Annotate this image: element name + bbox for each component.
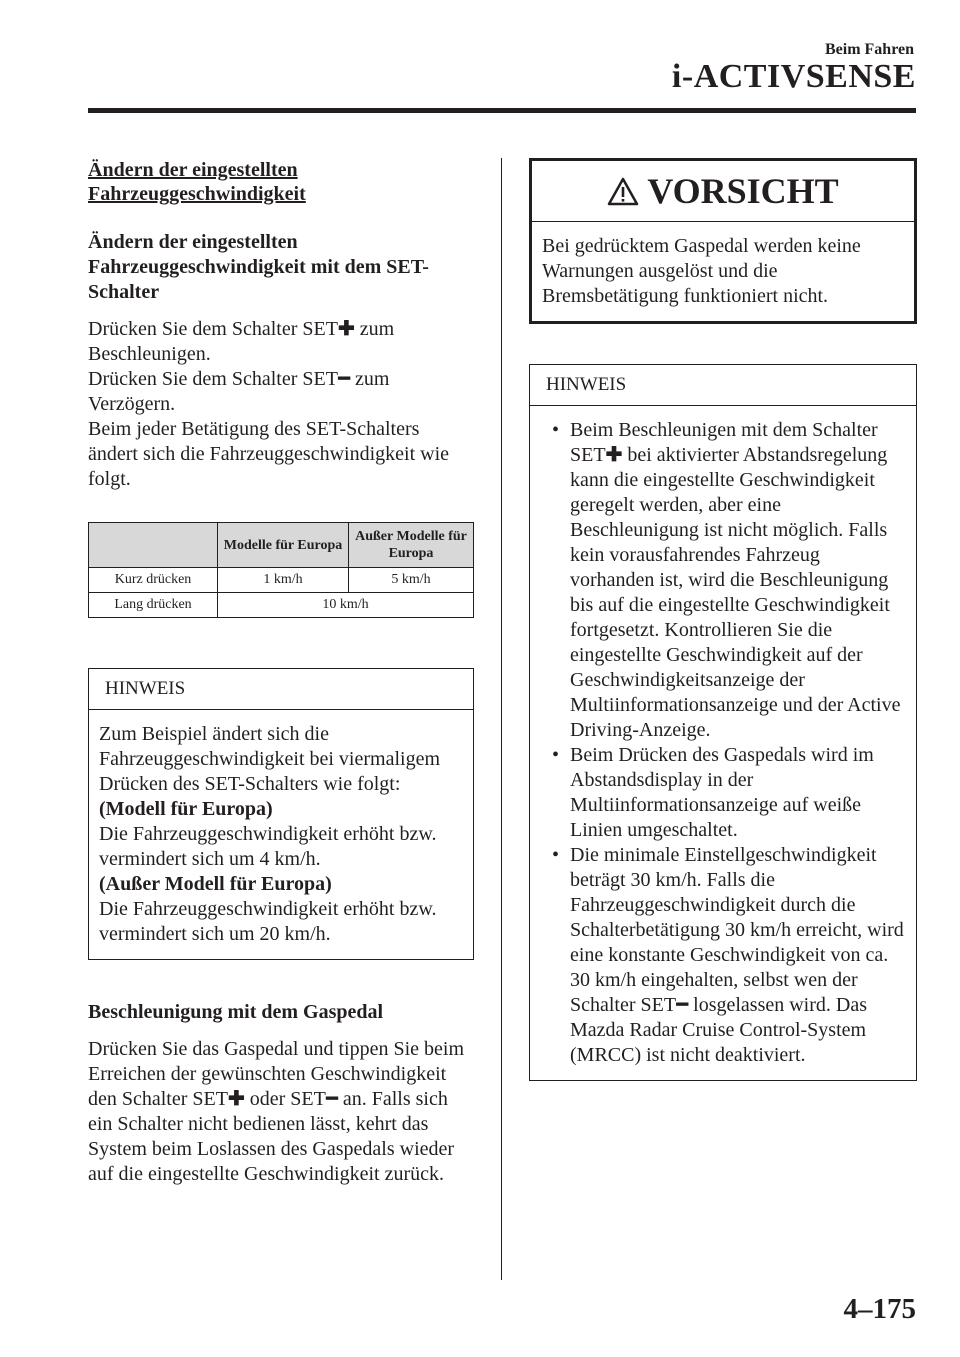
page-number: 4–175 [843, 1293, 916, 1325]
list-item: • Beim Drücken des Gaspedals wird im Abstandsdisplay in der Multiinformationsanzeige auf weiße Linien umgeschaltet. [552, 744, 874, 841]
left-column [88, 158, 474, 1187]
caution-box [529, 158, 917, 324]
chapter-label: Beim Fahren [824, 41, 914, 58]
instruction-each-press: Beim jeder Betätigung des SET-Schalters ändert sich die Fahrzeuggeschwindigkeit wie folgt. [88, 418, 449, 490]
caution-text: Bei gedrücktem Gaspedal werden keine Warnungen ausgelöst und die Bremsbetätigung funktioniert nicht. [542, 235, 861, 307]
note-body [530, 406, 916, 1080]
table-row: Kurz drücken 1 km/h 5 km/h [89, 568, 474, 593]
plus-icon: ✚ [605, 444, 623, 466]
subsection-title: Ändern der eingestellten Fahrzeuggeschwindigkeit mit dem SET-Schalter [88, 231, 429, 303]
note-heading: HINWEIS [530, 365, 916, 406]
bullet-icon: • [552, 844, 560, 866]
instruction-accelerate: Drücken Sie dem Schalter SET✚ zum Beschleunigen. [88, 318, 395, 365]
list-item: • Die minimale Einstellgeschwindigkeit beträgt 30 km/h. Falls die Fahrzeuggeschwindigkeit durch die Schalterbetätigung 30 km/h erreicht, wird eine konstante Geschwindigkeit von ca. 30 km/h eingehalten, selbst wen der Schalter SET━ losgelassen wird. Das Mazda Radar Cruise Control-System (MRCC) ist nicht deaktiviert. [552, 844, 904, 1066]
gas-pedal-title: Beschleunigung mit dem Gaspedal [88, 1001, 384, 1023]
minus-icon: ━ [337, 368, 350, 390]
bullet-icon: • [552, 744, 560, 766]
table-header-europe: Modelle für Europa [218, 523, 349, 568]
gas-pedal-text: Drücken Sie das Gaspedal und tippen Sie beim Erreichen der gewünschten Geschwindigkeit den Schalter SET✚ oder SET━ an. Falls sich ein Schalter nicht bedienen lässt, kehrt das System beim Loslassen des Gaspedals wieder auf die eingestellte Geschwindigkeit zurück. [88, 1038, 465, 1185]
table-row: Lang drücken 10 km/h [89, 593, 474, 618]
chapter-title: i-ACTIVSENSE [671, 58, 916, 95]
note-box-left [88, 668, 474, 960]
plus-icon: ✚ [227, 1088, 245, 1110]
column-divider [501, 158, 502, 1280]
speed-table [88, 522, 474, 618]
section-title: Ändern der eingestellten Fahrzeuggeschwindigkeit [88, 159, 306, 205]
instruction-decelerate: Drücken Sie dem Schalter SET━ zum Verzögern. [88, 368, 390, 415]
table-header-empty [89, 523, 218, 568]
note-box-right [529, 364, 917, 1081]
list-item: • Beim Beschleunigen mit dem Schalter SET✚ bei aktivierter Abstandsregelung kann die eingestellte Geschwindigkeit geregelt werden, aber eine Beschleunigung ist nicht möglich. Falls kein vorausfahrendes Fahrzeug vorhanden ist, wird die Beschleunigung bis auf die eingestellte Geschwindigkeit fortgesetzt. Kontrollieren Sie die eingestellte Geschwindigkeit auf der Geschwindigkeitsanzeige der Multiinformationsanzeige und der Active Driving-Anzeige. [552, 419, 901, 741]
note-bullet-list [540, 418, 906, 1068]
warning-triangle-icon [607, 177, 639, 206]
bullet-icon: • [552, 419, 560, 441]
right-column [529, 158, 917, 1081]
note-heading: HINWEIS [89, 669, 473, 710]
note-body: Zum Beispiel ändert sich die Fahrzeuggeschwindigkeit bei viermaligem Drücken des SET-Schalters wie folgt: (Modell für Europa) Die Fahrzeuggeschwindigkeit erhöht bzw. vermindert sich um 4 km/h. (Außer Modell für Europa) Die Fahrzeuggeschwindigkeit erhöht bzw. vermindert sich um 20 km/h. [99, 723, 441, 945]
plus-icon: ✚ [337, 318, 355, 340]
minus-icon: ━ [676, 994, 689, 1016]
table-header-non-europe: Außer Modelle für Europa [349, 523, 474, 568]
caution-heading: VORSICHT [532, 161, 914, 222]
minus-icon: ━ [325, 1088, 338, 1110]
header-rule [88, 108, 916, 113]
